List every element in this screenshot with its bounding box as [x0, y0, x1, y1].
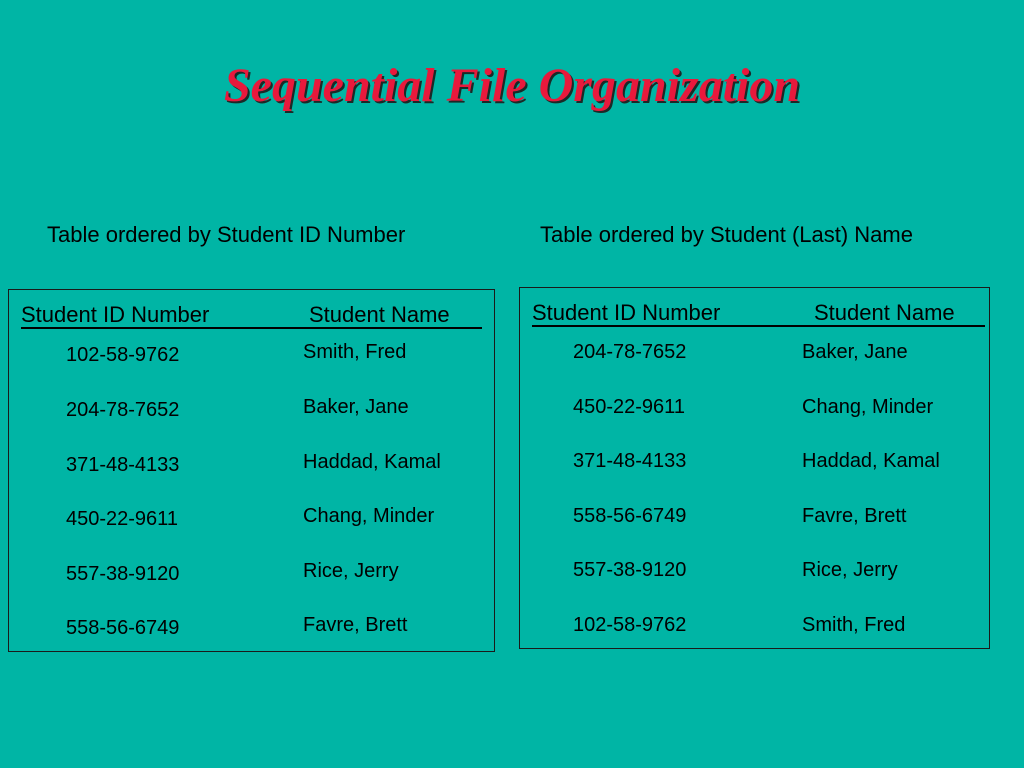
right-row-2-name: Chang, Minder [802, 396, 934, 418]
right-header-student-id: Student ID Number [532, 300, 721, 325]
right-row-4-name: Favre, Brett [802, 505, 907, 527]
right-row-2-id: 450-22-9611 [573, 396, 685, 418]
left-header-underline [21, 327, 482, 329]
left-row-1-name: Smith, Fred [303, 341, 407, 363]
left-table-box [8, 289, 495, 652]
left-row-5-name: Rice, Jerry [303, 560, 399, 582]
right-table-caption: Table ordered by Student (Last) Name [540, 222, 913, 247]
right-row-6-id: 102-58-9762 [573, 614, 687, 636]
left-row-4-name: Chang, Minder [303, 505, 435, 527]
left-row-2-id: 204-78-7652 [66, 399, 180, 421]
right-table-box [519, 287, 990, 649]
right-row-5-name: Rice, Jerry [802, 559, 898, 581]
left-row-2-name: Baker, Jane [303, 396, 409, 418]
right-row-6-name: Smith, Fred [802, 614, 906, 636]
page-title: Sequential File Organization [223, 59, 801, 112]
left-row-4-id: 450-22-9611 [66, 508, 178, 530]
left-header-student-id: Student ID Number [21, 302, 210, 327]
right-row-3-name: Haddad, Kamal [802, 450, 940, 472]
left-row-1-id: 102-58-9762 [66, 344, 180, 366]
right-row-1-name: Baker, Jane [802, 341, 908, 363]
left-row-3-id: 371-48-4133 [66, 454, 180, 476]
right-row-1-id: 204-78-7652 [573, 341, 687, 363]
right-row-5-id: 557-38-9120 [573, 559, 687, 581]
right-row-4-id: 558-56-6749 [573, 505, 687, 527]
right-header-underline [532, 325, 985, 327]
left-row-5-id: 557-38-9120 [66, 563, 180, 585]
left-row-6-name: Favre, Brett [303, 614, 408, 636]
right-row-3-id: 371-48-4133 [573, 450, 687, 472]
left-row-6-id: 558-56-6749 [66, 617, 180, 639]
left-header-student-name: Student Name [309, 302, 450, 327]
left-table-caption: Table ordered by Student ID Number [47, 222, 406, 247]
left-row-3-name: Haddad, Kamal [303, 451, 441, 473]
right-header-student-name: Student Name [814, 300, 955, 325]
